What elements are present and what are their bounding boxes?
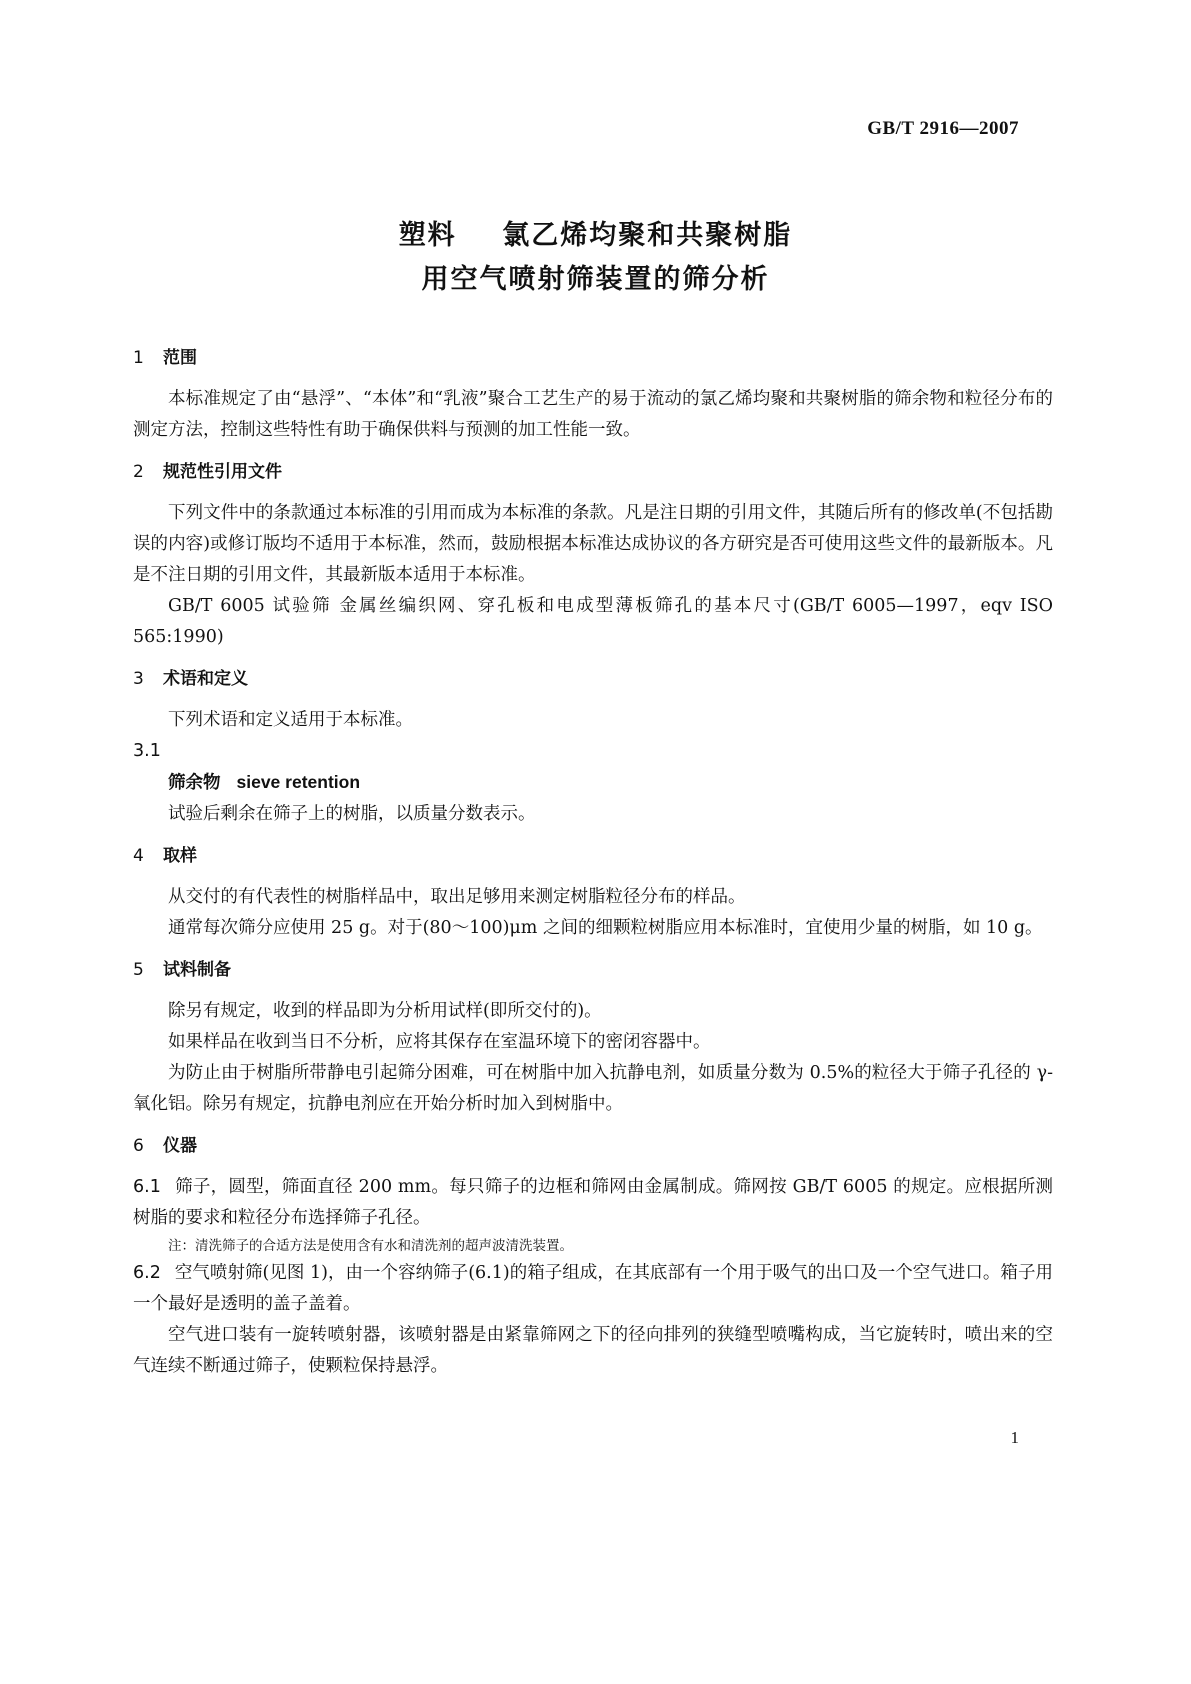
document-title [0,214,1191,302]
section-heading-2 [133,460,1053,484]
paragraph: 从交付的有代表性的树脂样品中，取出足够用来测定树脂粒径分布的样品。 [168,887,746,907]
section-number: 2 [133,462,144,482]
clause-text: 筛子，圆型，筛面直径 200 mm。每只筛子的边框和筛网由金属制成。筛网按 GB/T 6005 的规定。应根据所测树脂的要求和粒径分布选择筛子孔径。 [133,1177,1053,1228]
section-number: 6 [133,1136,144,1156]
paragraph: 下列文件中的条款通过本标准的引用而成为本标准的条款。凡是注日期的引用文件，其随后所有的修改单(不包括勘误的内容)或修订版均不适用于本标准，然而，鼓励根据本标准达成协议的各方研究是否可使用这些文件的最新版本。凡是不注日期的引用文件，其最新版本适用于本标准。 [133,503,1053,585]
clause-number: 6.1 [133,1177,161,1197]
paragraph: 如果样品在收到当日不分析，应将其保存在室温环境下的密闭容器中。 [168,1032,711,1052]
section-title: 范围 [163,348,197,368]
section-heading-6 [133,1134,1053,1158]
term-entry [133,767,1053,799]
term-chinese: 筛余物 [168,773,221,793]
reference-entry: GB/T 6005 试验筛 金属丝编织网、穿孔板和电成型薄板筛孔的基本尺寸(GB/T 6005—1997，eqv ISO 565:1990) [133,596,1053,647]
title-line-2: 用空气喷射筛装置的筛分析 [421,264,770,295]
section-title: 试料制备 [163,960,231,980]
clause-text: 空气喷射筛(见图 1)，由一个容纳筛子(6.1)的箱子组成，在其底部有一个用于吸气的出口及一个空气进口。箱子用一个最好是透明的盖子盖着。 [133,1263,1053,1314]
term-definition: 试验后剩余在筛子上的树脂，以质量分数表示。 [168,804,536,824]
clause-number: 6.2 [133,1263,161,1283]
title-line-1: 塑料 氯乙烯均聚和共聚树脂 [398,220,793,251]
section-title: 取样 [163,846,197,866]
clause-6-2 [133,1258,1053,1320]
section-title: 术语和定义 [163,669,248,689]
document-body [133,346,1053,1382]
section-heading-5 [133,958,1053,982]
page-number: 1 [1010,1428,1019,1447]
paragraph: 为防止由于树脂所带静电引起筛分困难，可在树脂中加入抗静电剂，如质量分数为 0.5%的粒径大于筛子孔径的 γ-氧化铝。除另有规定，抗静电剂应在开始分析时加入到树脂中。 [133,1063,1053,1114]
paragraph: 除另有规定，收到的样品即为分析用试样(即所交付的)。 [168,1001,602,1021]
paragraph: 本标准规定了由“悬浮”、“本体”和“乳液”聚合工艺生产的易于流动的氯乙烯均聚和共聚树脂的筛余物和粒径分布的测定方法，控制这些特性有助于确保供料与预测的加工性能一致。 [133,389,1053,440]
section-heading-4 [133,844,1053,868]
section-number: 3 [133,669,144,689]
section-number: 1 [133,348,144,368]
clause-6-1 [133,1172,1053,1234]
section-number: 4 [133,846,144,866]
section-number: 5 [133,960,144,980]
term-number: 3.1 [133,741,161,761]
note: 注：清洗筛子的合适方法是使用含有水和清洗剂的超声波清洗装置。 [168,1238,573,1254]
term-english: sieve retention [236,772,361,792]
section-heading-1 [133,346,1053,370]
paragraph: 通常每次筛分应使用 25 g。对于(80～100)μm 之间的细颗粒树脂应用本标准时，宜使用少量的树脂，如 10 g。 [168,918,1043,938]
paragraph: 下列术语和定义适用于本标准。 [168,710,413,730]
section-title: 仪器 [163,1136,197,1156]
section-title: 规范性引用文件 [163,462,282,482]
section-heading-3 [133,667,1053,691]
standard-code: GB/T 2916—2007 [867,118,1019,139]
paragraph: 空气进口装有一旋转喷射器，该喷射器是由紧靠筛网之下的径向排列的狭缝型喷嘴构成，当它旋转时，喷出来的空气连续不断通过筛子，使颗粒保持悬浮。 [133,1325,1053,1376]
